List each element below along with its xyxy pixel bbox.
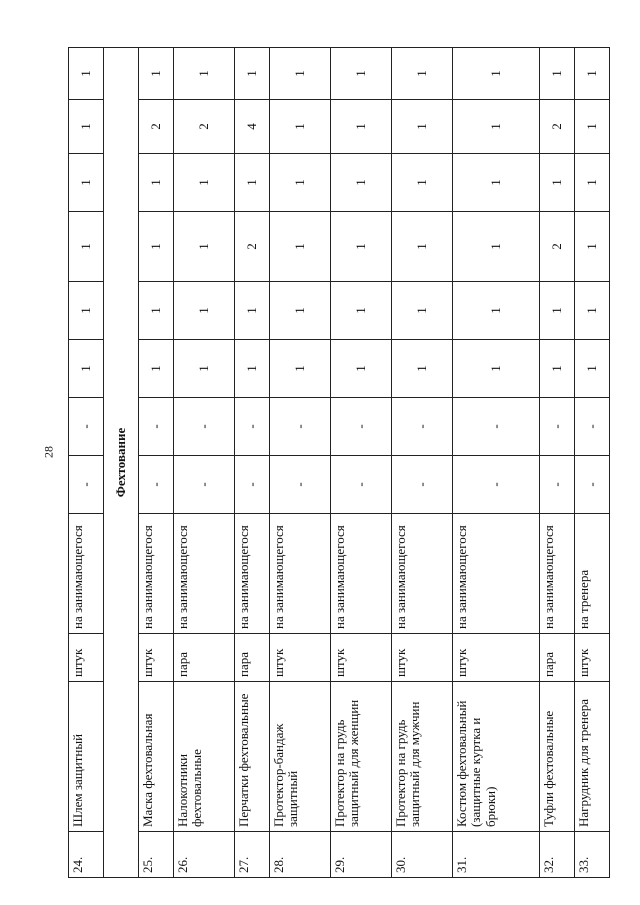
quantity-cell: - — [452, 398, 539, 456]
row-number: 25. — [138, 832, 173, 878]
section-title: Фехтование — [103, 48, 138, 878]
item-name: Шлем защитный — [69, 682, 104, 832]
row-number: 32. — [539, 832, 574, 878]
per-unit: на занимающегося — [269, 514, 330, 634]
item-name: Перчатки фехтовальные — [234, 682, 269, 832]
unit: штук — [138, 634, 173, 682]
quantity-cell: - — [330, 398, 391, 456]
row-number: 31. — [452, 832, 539, 878]
quantity-cell: 1 — [269, 282, 330, 340]
quantity-cell: 1 — [234, 340, 269, 398]
quantity-cell: 1 — [391, 340, 452, 398]
per-unit: на занимающегося — [234, 514, 269, 634]
item-name: Протектор-бандаж защитный — [269, 682, 330, 832]
quantity-cell: 1 — [173, 48, 234, 100]
table-row — [574, 48, 609, 878]
per-unit: на занимающегося — [138, 514, 173, 634]
quantity-cell: 1 — [234, 48, 269, 100]
quantity-cell: 1 — [330, 100, 391, 154]
quantity-cell: 1 — [69, 48, 104, 100]
row-number: 30. — [391, 832, 452, 878]
page-number: 28 — [41, 446, 56, 458]
quantity-cell: 1 — [69, 340, 104, 398]
per-unit: на занимающегося — [330, 514, 391, 634]
quantity-cell: 1 — [391, 100, 452, 154]
quantity-cell: - — [234, 456, 269, 514]
quantity-cell: - — [574, 398, 609, 456]
quantity-cell: 1 — [539, 340, 574, 398]
quantity-cell: 1 — [539, 48, 574, 100]
quantity-cell: - — [173, 456, 234, 514]
quantity-cell: - — [391, 398, 452, 456]
quantity-cell: 1 — [391, 212, 452, 282]
table-row — [391, 48, 452, 878]
table-row — [452, 48, 539, 878]
quantity-cell: 1 — [574, 154, 609, 212]
quantity-cell: 1 — [539, 282, 574, 340]
quantity-cell: 1 — [138, 48, 173, 100]
row-number: 24. — [69, 832, 104, 878]
row-number: 33. — [574, 832, 609, 878]
quantity-cell: 1 — [452, 154, 539, 212]
quantity-cell: - — [539, 456, 574, 514]
unit: пара — [539, 634, 574, 682]
quantity-cell: 1 — [574, 282, 609, 340]
per-unit: на занимающегося — [391, 514, 452, 634]
quantity-cell: 1 — [574, 100, 609, 154]
quantity-cell: - — [173, 398, 234, 456]
unit: штук — [269, 634, 330, 682]
unit: штук — [330, 634, 391, 682]
quantity-cell: 1 — [539, 154, 574, 212]
row-number: 28. — [269, 832, 330, 878]
unit: штук — [452, 634, 539, 682]
quantity-cell: 1 — [69, 154, 104, 212]
equipment-table-body — [69, 48, 610, 878]
per-unit: на тренера — [574, 514, 609, 634]
quantity-cell: - — [138, 456, 173, 514]
quantity-cell: - — [574, 456, 609, 514]
item-name: Налокотники фехтовальные — [173, 682, 234, 832]
quantity-cell: 1 — [269, 48, 330, 100]
equipment-table-wrapper — [68, 48, 610, 878]
item-name: Туфли фехтовальные — [539, 682, 574, 832]
quantity-cell: 1 — [173, 154, 234, 212]
quantity-cell: 1 — [452, 212, 539, 282]
quantity-cell: - — [269, 398, 330, 456]
row-number: 27. — [234, 832, 269, 878]
item-name: Протектор на грудь защитный для женщин — [330, 682, 391, 832]
quantity-cell: 1 — [69, 212, 104, 282]
quantity-cell: 1 — [69, 100, 104, 154]
quantity-cell: - — [539, 398, 574, 456]
quantity-cell: 1 — [269, 340, 330, 398]
quantity-cell: 1 — [173, 282, 234, 340]
unit: штук — [391, 634, 452, 682]
quantity-cell: 1 — [234, 154, 269, 212]
quantity-cell: 1 — [330, 154, 391, 212]
quantity-cell: 1 — [269, 212, 330, 282]
per-unit: на занимающегося — [173, 514, 234, 634]
item-name: Протектор на грудь защитный для мужчин — [391, 682, 452, 832]
quantity-cell: - — [69, 398, 104, 456]
quantity-cell: 1 — [452, 340, 539, 398]
table-row — [330, 48, 391, 878]
quantity-cell: - — [138, 398, 173, 456]
table-row — [234, 48, 269, 878]
quantity-cell: 1 — [330, 212, 391, 282]
row-number: 29. — [330, 832, 391, 878]
quantity-cell: 1 — [69, 282, 104, 340]
quantity-cell: - — [269, 456, 330, 514]
unit: штук — [69, 634, 104, 682]
quantity-cell: 1 — [391, 154, 452, 212]
quantity-cell: 1 — [330, 48, 391, 100]
quantity-cell: - — [234, 398, 269, 456]
equipment-table — [68, 47, 610, 878]
quantity-cell: 2 — [173, 100, 234, 154]
table-row — [173, 48, 234, 878]
quantity-cell: 1 — [452, 48, 539, 100]
quantity-cell: 1 — [173, 340, 234, 398]
quantity-cell: 1 — [452, 100, 539, 154]
quantity-cell: 1 — [330, 340, 391, 398]
quantity-cell: 2 — [539, 100, 574, 154]
quantity-cell: - — [452, 456, 539, 514]
table-row — [69, 48, 104, 878]
quantity-cell: 1 — [269, 154, 330, 212]
quantity-cell: 1 — [234, 282, 269, 340]
unit: пара — [173, 634, 234, 682]
quantity-cell: 1 — [391, 48, 452, 100]
quantity-cell: 1 — [330, 282, 391, 340]
quantity-cell: - — [330, 456, 391, 514]
quantity-cell: 2 — [138, 100, 173, 154]
quantity-cell: - — [69, 456, 104, 514]
item-name: Маска фехтовальная — [138, 682, 173, 832]
quantity-cell: 1 — [138, 282, 173, 340]
quantity-cell: 1 — [138, 340, 173, 398]
quantity-cell: 1 — [574, 340, 609, 398]
quantity-cell: 2 — [539, 212, 574, 282]
per-unit: на занимающегося — [69, 514, 104, 634]
item-name: Костюм фехтовальный (защитные куртка и брюки) — [452, 682, 539, 832]
quantity-cell: 1 — [574, 212, 609, 282]
item-name: Нагрудник для тренера — [574, 682, 609, 832]
quantity-cell: 1 — [269, 100, 330, 154]
unit: штук — [574, 634, 609, 682]
per-unit: на занимающегося — [539, 514, 574, 634]
section-row — [103, 48, 138, 878]
quantity-cell: 1 — [391, 282, 452, 340]
quantity-cell: 1 — [452, 282, 539, 340]
quantity-cell: - — [391, 456, 452, 514]
table-row — [539, 48, 574, 878]
unit: пара — [234, 634, 269, 682]
quantity-cell: 1 — [574, 48, 609, 100]
quantity-cell: 4 — [234, 100, 269, 154]
quantity-cell: 1 — [138, 154, 173, 212]
row-number: 26. — [173, 832, 234, 878]
table-row — [269, 48, 330, 878]
quantity-cell: 2 — [234, 212, 269, 282]
table-row — [138, 48, 173, 878]
quantity-cell: 1 — [138, 212, 173, 282]
per-unit: на занимающегося — [452, 514, 539, 634]
quantity-cell: 1 — [173, 212, 234, 282]
